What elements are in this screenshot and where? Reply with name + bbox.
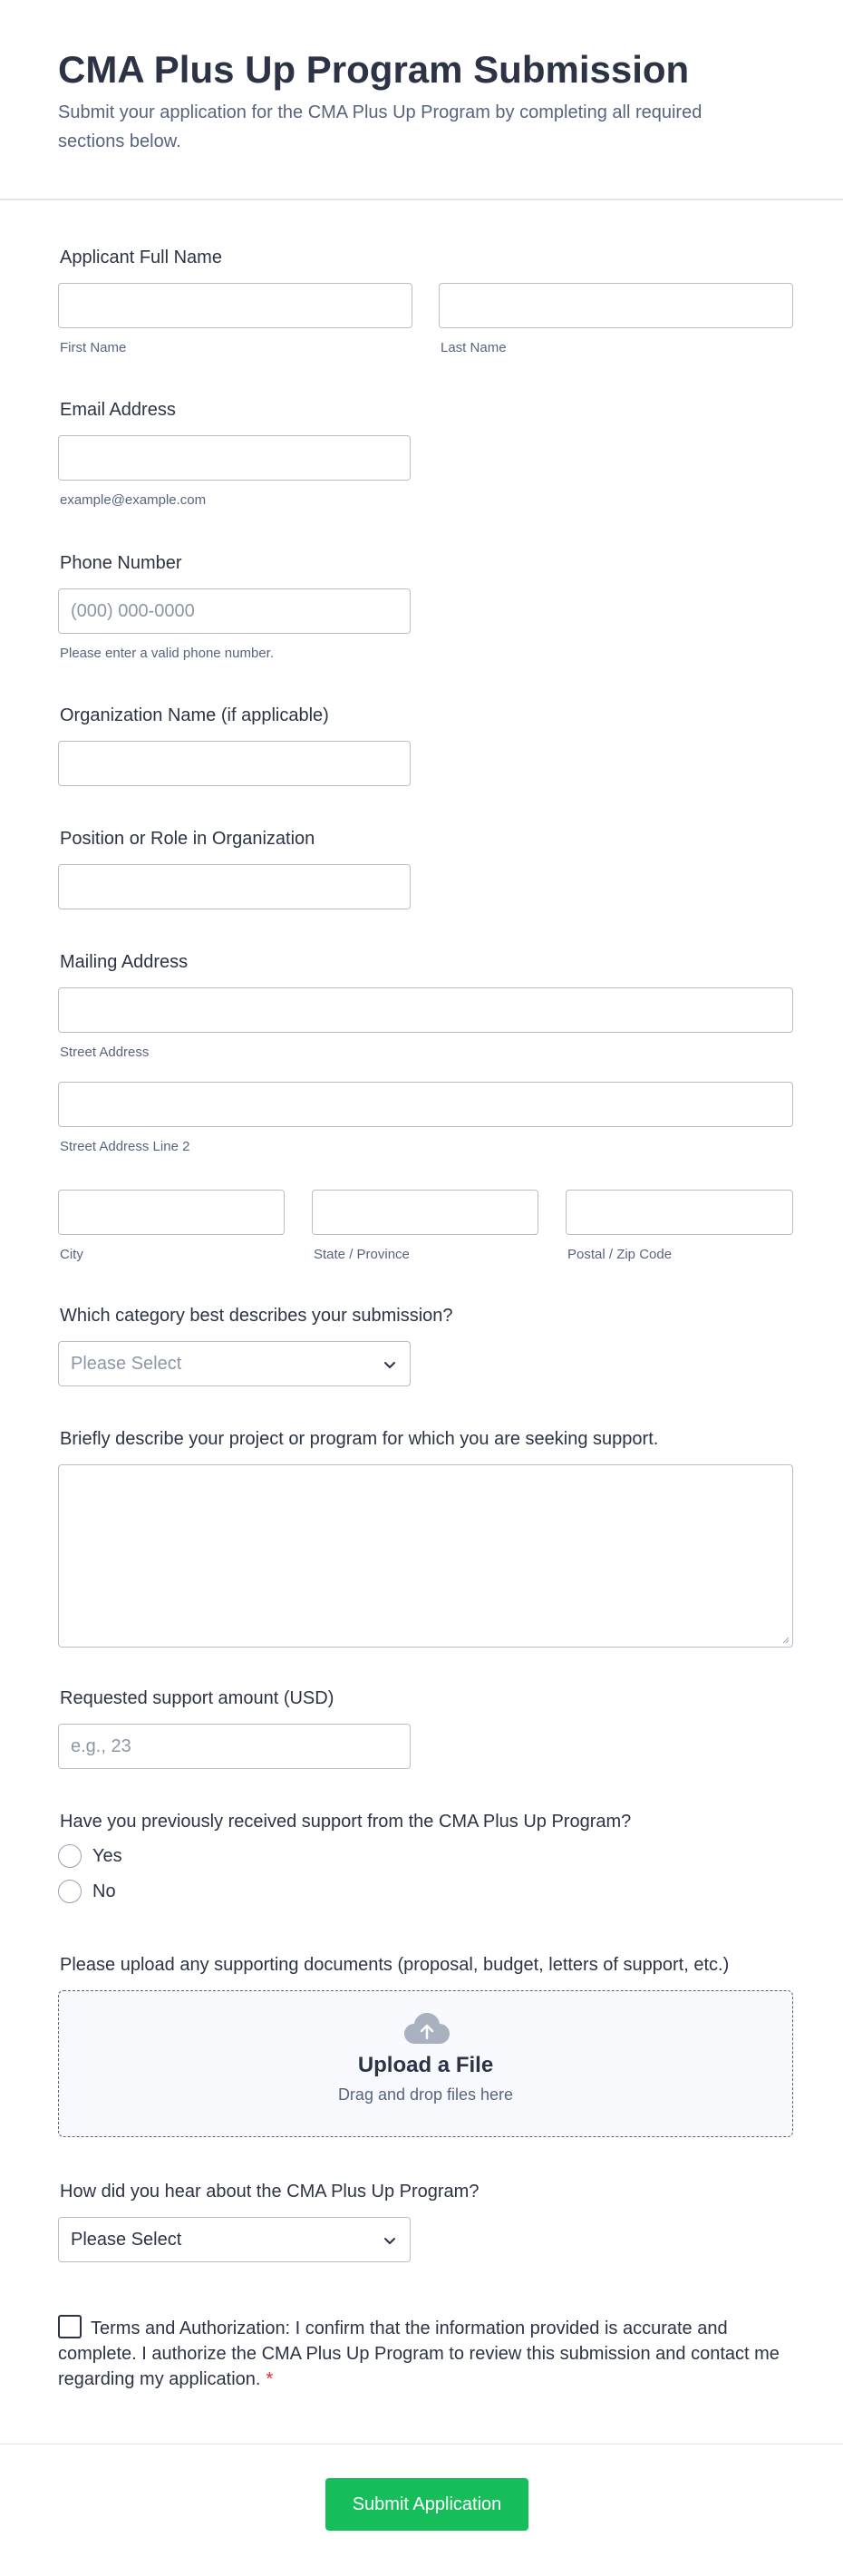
category-select[interactable] — [58, 1341, 411, 1386]
first-name-group — [58, 283, 412, 357]
email-field — [58, 397, 411, 510]
description-textarea[interactable] — [58, 1464, 793, 1648]
resize-grip-icon[interactable] — [780, 1635, 790, 1644]
organization-field — [58, 703, 411, 786]
last-name-input[interactable] — [439, 283, 793, 328]
upload-title: Upload a File — [357, 2053, 494, 2077]
street-address-line2-input[interactable] — [58, 1082, 793, 1127]
email-sublabel: example@example.com — [60, 492, 207, 508]
street-address-input[interactable] — [58, 987, 793, 1033]
radio-label-yes: Yes — [92, 1845, 122, 1866]
referral-selected-value: Please Select — [71, 2229, 182, 2250]
description-label: Briefly describe your project or program for which you are seeking support. — [60, 1429, 659, 1449]
amount-input[interactable] — [58, 1724, 411, 1769]
last-name-group — [439, 283, 793, 357]
page-subtitle: Submit your application for the CMA Plus Up Program by completing all required sections below. — [58, 102, 702, 151]
street-address-line2-sublabel: Street Address Line 2 — [60, 1139, 190, 1154]
position-label: Position or Role in Organization — [60, 829, 315, 849]
organization-input[interactable] — [58, 741, 411, 786]
city-input[interactable] — [58, 1190, 285, 1235]
terms-field — [58, 2315, 783, 2392]
form-footer — [0, 2444, 843, 2576]
zip-sublabel: Postal / Zip Code — [567, 1247, 673, 1262]
upload-label: Please upload any supporting documents (proposal, budget, letters of support, etc.) — [60, 1955, 730, 1975]
address-field — [58, 949, 793, 1156]
file-upload-dropzone[interactable] — [58, 1990, 793, 2137]
page-title: CMA Plus Up Program Submission — [58, 48, 690, 91]
full-name-label: Applicant Full Name — [60, 248, 222, 267]
last-name-sublabel: Last Name — [441, 340, 507, 355]
terms-checkbox[interactable] — [58, 2315, 82, 2338]
zip-group — [566, 1190, 793, 1264]
phone-input[interactable] — [58, 588, 411, 634]
description-field — [58, 1426, 793, 1648]
category-label: Which category best describes your submission? — [60, 1306, 453, 1326]
email-label: Email Address — [60, 400, 176, 420]
first-name-sublabel: First Name — [60, 340, 127, 355]
amount-field — [58, 1686, 411, 1769]
city-sublabel: City — [60, 1247, 83, 1262]
radio-option-yes[interactable] — [58, 1840, 631, 1872]
category-field — [58, 1303, 453, 1386]
email-input[interactable] — [58, 435, 411, 481]
referral-select[interactable] — [58, 2217, 411, 2262]
phone-field — [58, 550, 411, 663]
address-label: Mailing Address — [60, 952, 189, 972]
phone-label: Phone Number — [60, 553, 182, 573]
zip-input[interactable] — [566, 1190, 793, 1235]
state-input[interactable] — [312, 1190, 538, 1235]
full-name-field — [58, 245, 222, 270]
radio-yes[interactable] — [58, 1844, 82, 1868]
position-input[interactable] — [58, 864, 411, 909]
upload-field — [58, 1952, 793, 2137]
first-name-input[interactable] — [58, 283, 412, 328]
form-header — [0, 0, 843, 200]
cloud-upload-icon — [403, 2011, 451, 2046]
city-group — [58, 1190, 285, 1264]
position-field — [58, 826, 411, 909]
terms-text: Terms and Authorization: I confirm that the information provided is accurate and complete. I authorize the CMA Plus Up Program to review this submission and contact me regarding my application. — [58, 2318, 780, 2389]
upload-subtitle: Drag and drop files here — [337, 2085, 514, 2104]
chevron-down-icon — [383, 1357, 397, 1372]
category-selected-value: Please Select — [71, 1353, 182, 1374]
state-sublabel: State / Province — [314, 1247, 410, 1262]
submit-button[interactable]: Submit Application — [325, 2478, 528, 2531]
chevron-down-icon — [383, 2233, 397, 2248]
radio-option-no[interactable] — [58, 1875, 631, 1908]
radio-no[interactable] — [58, 1880, 82, 1903]
organization-label: Organization Name (if applicable) — [60, 705, 329, 725]
amount-label: Requested support amount (USD) — [60, 1688, 334, 1708]
referral-field — [58, 2179, 479, 2262]
state-group — [312, 1190, 538, 1264]
previous-support-field — [58, 1809, 631, 1908]
radio-label-no: No — [92, 1881, 116, 1901]
street-address-sublabel: Street Address — [60, 1045, 150, 1060]
referral-label: How did you hear about the CMA Plus Up Program? — [60, 2182, 480, 2202]
phone-sublabel: Please enter a valid phone number. — [60, 646, 274, 661]
required-mark: * — [266, 2369, 274, 2389]
previous-support-options — [58, 1840, 631, 1908]
previous-support-label: Have you previously received support from the CMA Plus Up Program? — [60, 1812, 632, 1832]
